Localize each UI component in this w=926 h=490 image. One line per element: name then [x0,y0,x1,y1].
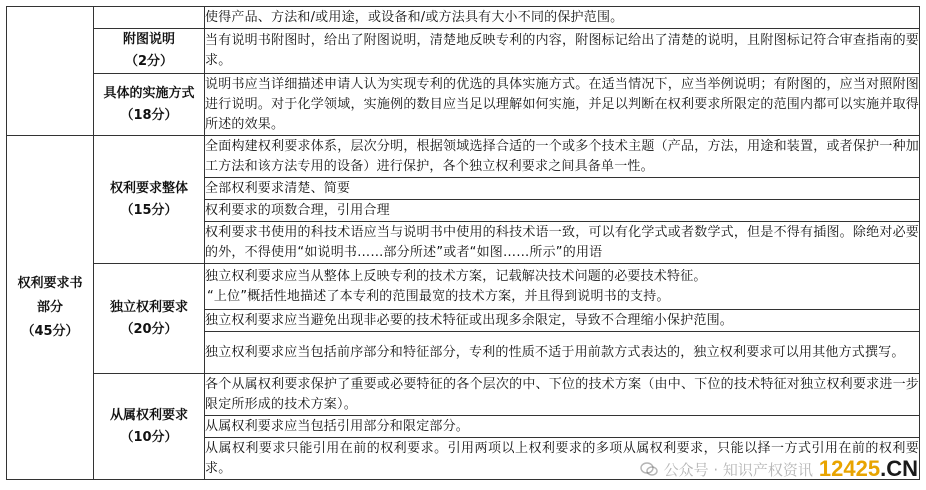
subcategory-score: （18分） [120,107,178,123]
subcategory-dependent-claims [94,374,205,480]
table-row [7,74,920,136]
criterion-text: 从属权利要求只能引用在前的权利要求。引用两项以上权利要求的多项从属权利要求，只能以择一方式引用在前的权利要求。 [205,438,920,480]
category-score: （45分） [21,323,79,339]
site-logo-number: 12425 [818,456,881,481]
subcategory-independent-claims [94,264,205,374]
criterion-line: 独立权利要求应当从整体上反映专利的技术方案，记载解决技术问题的必要技术特征。 [205,268,707,284]
table-row [7,29,920,74]
scoring-table [6,6,920,480]
site-logo-domain: .CN [880,456,918,481]
subcategory-score: （2分） [124,54,174,69]
category-label-line1: 权利要求书 [17,275,83,291]
subcategory-score: （20分） [120,321,178,337]
criterion-text: 权利要求书使用的科技术语应当与说明书中使用的科技术语一致，可以有化学式或者数学式，但是不得有插图。除绝对必要的外，不得使用“如说明书……部分所述”或者“如图……所示”的用语 [205,222,920,264]
criterion-text: 使得产品、方法和/或用途，或设备和/或方法具有大小不同的保护范围。 [205,7,920,29]
table-row [7,264,920,310]
subcategory-score: （15分） [120,202,178,218]
criterion-text: 权利要求的项数合理，引用合理 [205,200,920,222]
subcategory-claims-overall [94,136,205,264]
subcategory-label: 附图说明 [122,32,175,47]
subcategory-label: 具体的实施方式 [103,85,195,101]
criterion-line: “上位”概括性地描述了本专利的范围最宽的技术方案，并且得到说明书的支持。 [207,288,670,304]
subcategory-cell-blank [94,7,205,29]
subcategory-label: 权利要求整体 [109,180,188,196]
category-claims [7,136,94,480]
subcategory-score: （10分） [120,429,178,445]
criterion-text: 各个从属权利要求保护了重要或必要特征的各个层次的中、下位的技术方案（由中、下位的技术特征对独立权利要求进一步限定所形成的技术方案）。 [205,374,920,416]
criterion-text: 独立权利要求应当避免出现非必要的技术特征或出现多余限定，导致不合理缩小保护范围。 [205,310,920,332]
criterion-text: 全面构建权利要求体系，层次分明，根据领域选择合适的一个或多个技术主题（产品，方法，用途和装置，或者保护一种加工方法和该方法专用的设备）进行保护，各个独立权利要求之间具备单一性。 [205,136,920,178]
criterion-text: 独立权利要求应当包括前序部分和特征部分，专利的性质不适于用前款方式表达的，独立权利要求可以用其他方式撰写。 [205,332,920,374]
watermark-text: 公众号 · 知识产权资讯 [663,460,813,479]
subcategory-figure-description [94,29,205,74]
criterion-text: 说明书应当详细描述申请人认为实现专利的优选的具体实施方式。在适当情况下，应当举例说明；有附图的，应当对照附图进行说明。对于化学领域，实施例的数目应当足以理解如何实施，并足以判断在权利要求所限定的范围内都可以实施并取得所述的效果。 [205,74,920,136]
category-cell-blank [7,7,94,136]
criterion-text [205,264,920,310]
criterion-text: 从属权利要求应当包括引用部分和限定部分。 [205,416,920,438]
subcategory-label: 独立权利要求 [109,299,188,315]
criterion-text: 全部权利要求清楚、简要 [205,178,920,200]
subcategory-label: 从属权利要求 [109,407,188,423]
category-label-line2: 部分 [36,299,63,315]
table-row [7,374,920,416]
table-row [7,136,920,178]
criterion-text: 当有说明书附图时，给出了附图说明，清楚地反映专利的内容，附图标记给出了清楚的说明，且附图标记符合审查指南的要求。 [205,29,920,74]
table-row [7,7,920,29]
subcategory-embodiment [94,74,205,136]
